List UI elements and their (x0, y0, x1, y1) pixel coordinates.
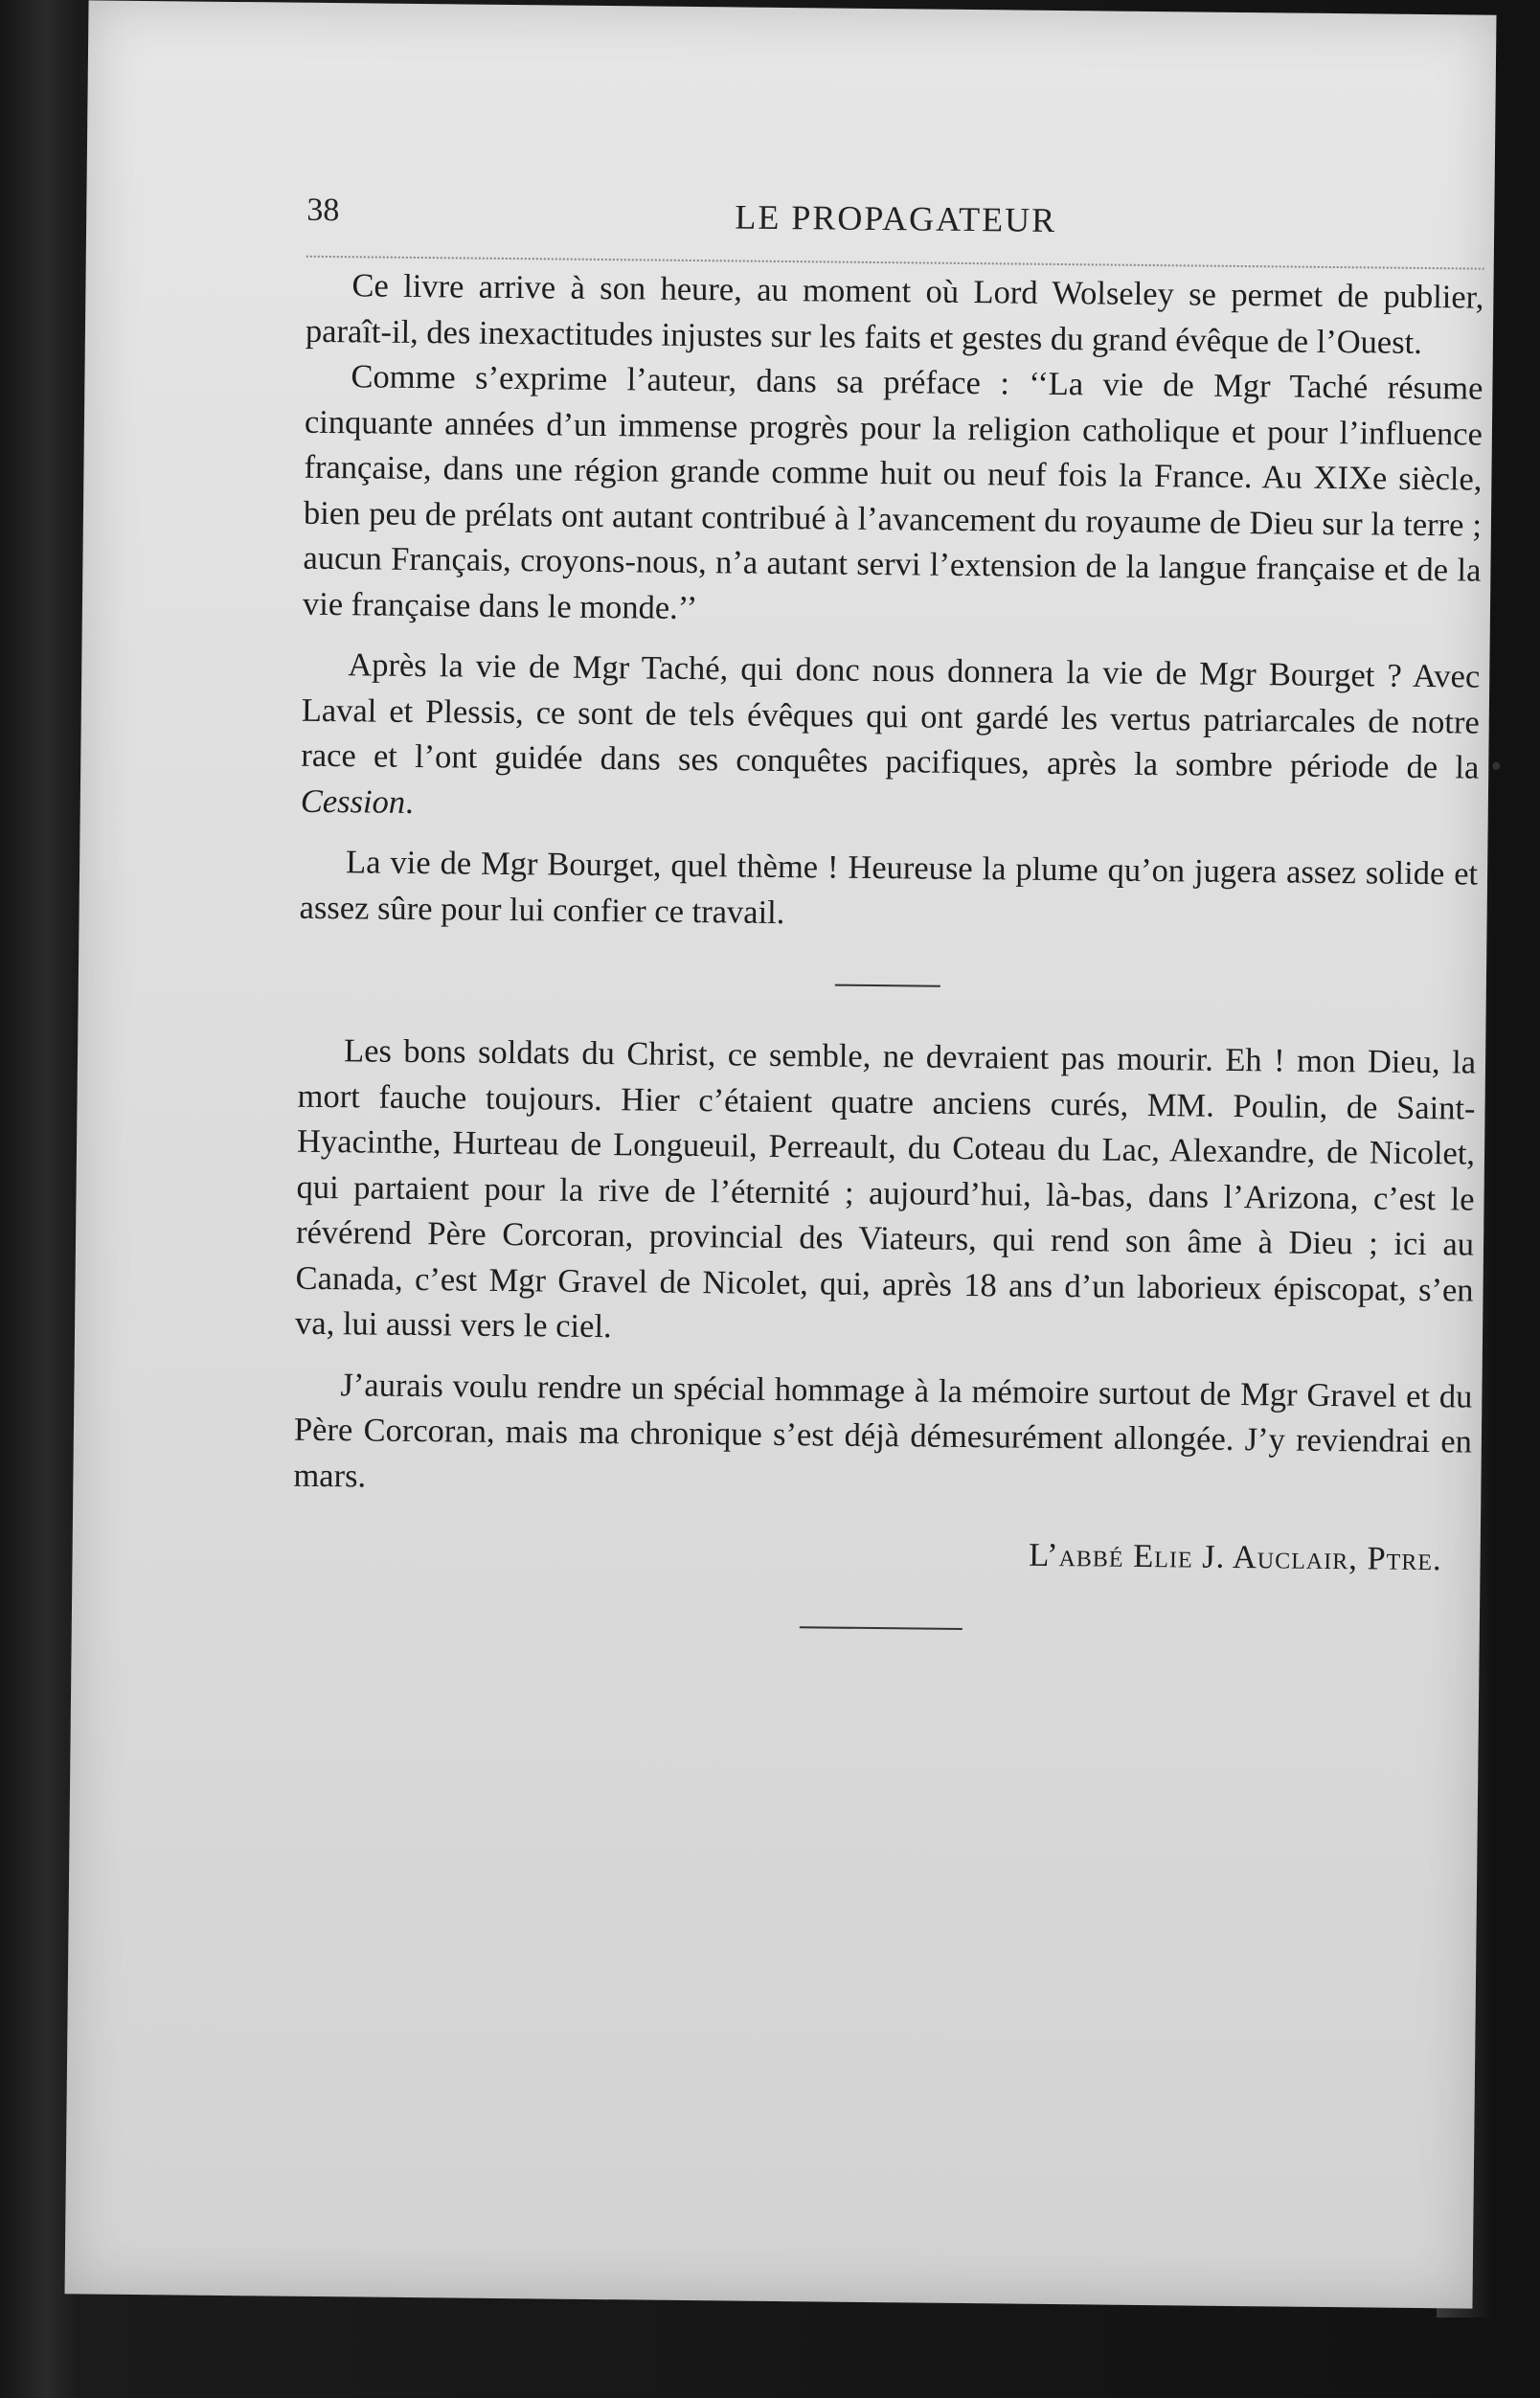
paragraph-1: Ce livre arrive à son heure, au moment où Lord Wolseley se permet de publier, paraît-il, des inexactitudes injustes sur les faits et gestes du grand évêque de l’Ouest. (305, 267, 1484, 361)
page-header (306, 185, 1485, 255)
paragraph-3-text: Après la vie de Mgr Taché, qui donc nous donnera la vie de Mgr Bourget ? Avec Laval et Plessis, ce sont de tels évêques qui ont gardé les vertus patriarcales de notre race et l’ont guidée dans ses conquêtes pacifiques, après la sombre période de la (301, 646, 1481, 786)
author-signature: L’abbé Elie J. Auclair, Ptre. (1028, 1536, 1442, 1578)
article-body (291, 263, 1483, 1683)
italic-suffix: . (404, 783, 414, 821)
running-title: LE PROPAGATEUR (735, 197, 1057, 239)
paragraph-3 (301, 643, 1481, 837)
italic-word: Cession (300, 782, 406, 821)
paragraph-6: J’aurais voulu rendre un spécial hommage à la mémoire surtout de Mgr Gravel et du Père Corcoran, mais ma chronique s’est déjà démesurément allongée. J’y reviendrai en mars. (293, 1366, 1473, 1494)
page-number: 38 (306, 192, 340, 229)
section-separator (835, 984, 940, 987)
end-separator (800, 1626, 962, 1630)
paragraph-4: La vie de Mgr Bourget, quel thème ! Heureuse la plume qu’on jugera assez solide et assez sûre pour lui confier ce travail. (299, 844, 1479, 931)
paragraph-2: Comme s’exprime l’auteur, dans sa préface : ‘‘La vie de Mgr Taché résume cinquante années d’un immense progrès pour la religion catholique et pour l’influence française, dans une région grande comme huit ou neuf fois la France. Au XIXe siècle, bien peu de prélats ont autant contribué à l’avancement du royaume de Dieu sur la terre ; aucun Français, croyons-nous, n’a autant servi l’extension de la langue française et de la vie française dans le monde.’’ (302, 358, 1483, 626)
margin-dot (1492, 762, 1500, 770)
book-page (65, 0, 1497, 2308)
paragraph-5: Les bons soldats du Christ, ce semble, ne devraient pas mourir. Eh ! mon Dieu, la mort fauche toujours. Hier c’étaient quatre anciens curés, MM. Poulin, de Saint-Hyacinthe, Hurteau de Longueuil, Perreault, du Coteau du Lac, Alexandre, de Nicolet, qui partaient pour la rive de l’éternité ; aujourd’hui, là-bas, dans l’Arizona, c’est le révérend Père Corcoran, provincial des Viateurs, qui rend son âme à Dieu ; ici au Canada, c’est Mgr Gravel de Nicolet, qui, après 18 ans d’un laborieux épiscopat, s’en va, lui aussi vers le ciel. (294, 1032, 1477, 1346)
